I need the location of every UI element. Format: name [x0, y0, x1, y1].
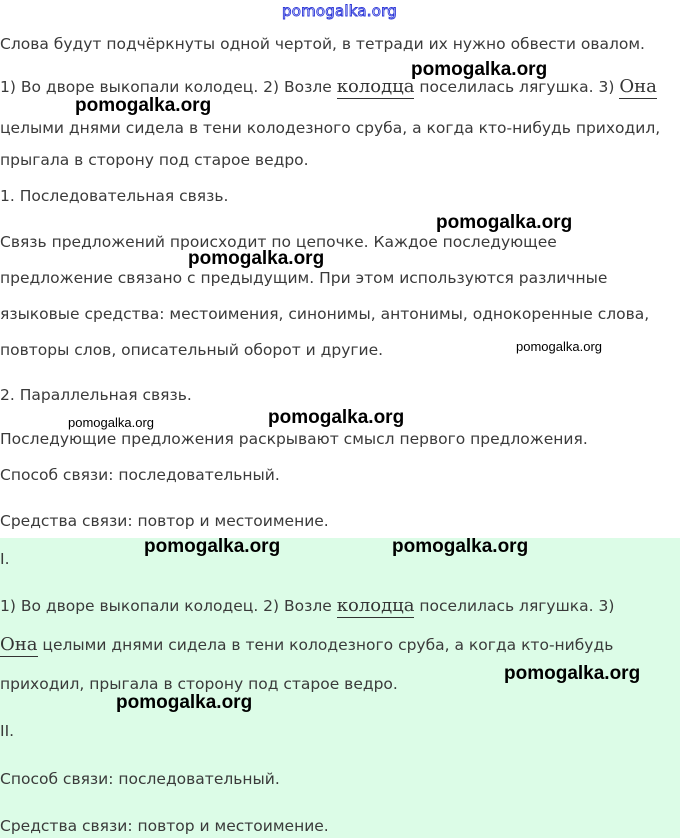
watermark: pomogalka.org: [411, 59, 548, 80]
watermark: pomogalka.org: [392, 536, 529, 557]
section-2-title: 2. Параллельная связь.: [0, 386, 192, 404]
example-line-1: 1) Во дворе выкопали колодец. 2) Возле колодца поселилась лягушка. 3) Она: [0, 76, 657, 97]
section-1-title: 1. Последовательная связь.: [0, 187, 229, 205]
section-1-text-line: повторы слов, описательный оборот и другие.: [0, 341, 384, 359]
watermark: pomogalka.org: [268, 407, 405, 428]
connection-type: Способ связи: последовательный.: [0, 466, 280, 484]
watermark: pomogalka.org: [504, 663, 641, 684]
example-line-3: прыгала в сторону под старое ведро.: [0, 151, 309, 169]
section-1-text-line: языковые средства: местоимения, синонимы, антонимы, однокоренные слова,: [0, 305, 650, 323]
connection-means: Средства связи: повтор и местоимение.: [0, 512, 329, 530]
watermark: pomogalka.org: [188, 248, 325, 269]
section-1-text-line: предложение связано с предыдущим. При этом используются различные: [0, 269, 608, 287]
example-line-2: целыми днями сидела в тени колодезного сруба, а когда кто-нибудь приходил,: [0, 119, 661, 137]
watermark: pomogalka.org: [68, 415, 154, 430]
answer-line-2: Она целыми днями сидела в тени колодезного сруба, а когда кто-нибудь: [0, 634, 614, 655]
answer-underlined-ona: Она: [0, 634, 38, 655]
site-logo[interactable]: pomogalka.org: [282, 2, 397, 20]
intro-text: Слова будут подчёркнуты одной чертой, в тетради их нужно обвести овалом.: [0, 35, 645, 53]
answer-line-1: 1) Во дворе выкопали колодец. 2) Возле колодца поселилась лягушка. 3): [0, 595, 615, 616]
section-2-text: Последующие предложения раскрывают смысл первого предложения.: [0, 430, 588, 448]
answer-line-3: приходил, прыгала в сторону под старое ведро.: [0, 675, 398, 693]
underlined-word-ona: Она: [619, 76, 657, 97]
answer-roman-2: II.: [0, 722, 15, 740]
watermark: pomogalka.org: [436, 212, 573, 233]
watermark: pomogalka.org: [116, 692, 253, 713]
answer-connection-means: Средства связи: повтор и местоимение.: [0, 817, 329, 835]
watermark: pomogalka.org: [516, 339, 602, 354]
answer-roman-1: I.: [0, 550, 10, 568]
watermark: pomogalka.org: [75, 95, 212, 116]
watermark: pomogalka.org: [144, 536, 281, 557]
answer-connection-type: Способ связи: последовательный.: [0, 770, 280, 788]
answer-underlined-kolodtsa: колодца: [336, 595, 415, 616]
section-1-text-line: Связь предложений происходит по цепочке. Каждое последующее: [0, 233, 557, 251]
underlined-word-kolodtsa: колодца: [336, 76, 415, 97]
